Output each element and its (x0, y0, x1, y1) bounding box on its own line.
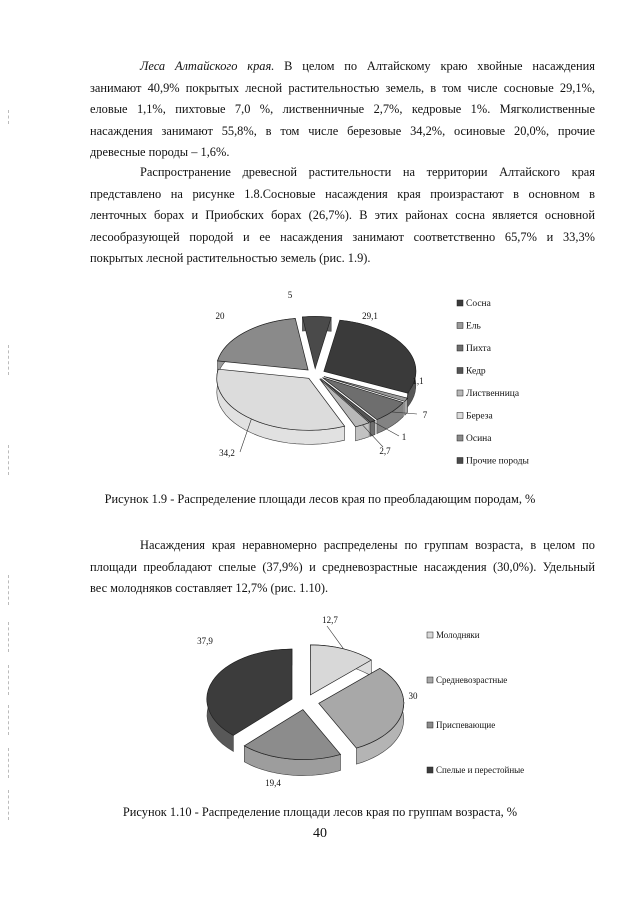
paragraph-line: Распространение древесной растительности на территории Алтайского края (140, 165, 595, 179)
data-label-сосна: 29,1 (362, 311, 378, 321)
scan-margin-mark (8, 665, 17, 695)
data-label-ель: 1,1 (412, 376, 424, 386)
legend-swatch-прочие-породы (457, 458, 463, 464)
legend-swatch-осина (457, 435, 463, 441)
legend-swatch-пихта (457, 345, 463, 351)
legend-swatch-ель (457, 323, 463, 329)
data-label-средневозрастные: 30 (408, 691, 418, 701)
legend-label-приспевающие: Приспевающие (436, 720, 496, 730)
legend-swatch-кедр (457, 368, 463, 374)
legend-label-средневозрастные: Средневозрастные (436, 675, 508, 685)
legend-swatch-спелые-и-перестойные (427, 767, 433, 773)
pie-chart-age-groups (185, 610, 545, 800)
paragraph-line: ленточных борах и Приобских борах (26,7%). В этих районах сосна является основной (90, 208, 595, 222)
legend-swatch-береза (457, 413, 463, 419)
page-number: 40 (313, 826, 327, 841)
section-heading-inline: Леса Алтайского края. (140, 59, 275, 73)
pie-slice-спелые-и-перестойные (207, 649, 292, 735)
legend-label-спелые-и-перестойные: Спелые и перестойные (436, 765, 525, 775)
data-label-осина: 20 (215, 311, 225, 321)
paragraph-line: вес молодняков составляет 12,7% (рис. 1.10). (90, 581, 329, 595)
paragraph-distribution (90, 162, 595, 270)
scan-margin-mark (8, 705, 17, 735)
scan-margin-mark (8, 748, 17, 778)
scan-margin-mark (8, 575, 17, 605)
data-label-пихта: 7 (422, 410, 428, 420)
paragraph-line: площади преобладают спелые (37,9%) и средневозрастные насаждения (30,0%). Удельный (90, 559, 595, 574)
legend-swatch-средневозрастные (427, 677, 433, 683)
scan-margin-mark (8, 445, 17, 475)
legend-swatch-молодняки (427, 632, 433, 638)
data-label-береза: 34,2 (219, 448, 235, 458)
legend-label-осина: Осина (466, 434, 492, 444)
paragraph-age-groups (90, 535, 595, 600)
figure-caption-1-10: Рисунок 1.10 - Распределение площади лесов края по группам возраста, % (122, 805, 518, 819)
paragraph-line: насаждения занимают 55,8%, в том числе березовые 34,2%, осиновые 20,0%, прочие (90, 123, 595, 138)
legend-label-береза: Береза (466, 411, 493, 422)
legend-label-сосна: Сосна (466, 299, 491, 309)
scan-margin-mark (8, 622, 17, 652)
legend-label-лиственница: Лиственница (466, 389, 520, 399)
figure-caption-1-9: Рисунок 1.9 - Распределение площади лесов края по преобладающим породам, % (104, 492, 536, 506)
legend-label-кедр: Кедр (466, 366, 486, 377)
paragraph-line: Леса Алтайского края. В целом по Алтайскому краю хвойные насаждения (140, 59, 595, 73)
leader-line (327, 626, 344, 649)
data-label-молодняки: 12,7 (322, 615, 338, 625)
paragraph-line: покрытых лесной растительностью земель (рис. 1.9). (90, 251, 371, 265)
legend-swatch-приспевающие (427, 722, 433, 728)
paragraph-line: занимают 40,9% покрытых лесной растительностью земель, в том числе сосновые 29,1%, (90, 80, 595, 95)
scan-margin-mark (8, 345, 17, 375)
legend-label-молодняки: Молодняки (436, 630, 480, 640)
paragraph-line: еловые 1,1%, пихтовые 7,0 %, лиственничные 2,7%, кедровые 1%. Мягколиственные (90, 102, 595, 116)
legend-label-пихта: Пихта (466, 344, 491, 354)
legend-swatch-сосна (457, 300, 463, 306)
data-label-приспевающие: 19,4 (265, 778, 281, 788)
data-label-лиственница: 2,7 (379, 446, 391, 456)
pie-slice-осина (218, 319, 309, 371)
legend-swatch-лиственница (457, 390, 463, 396)
paragraph-line: лесообразующей породой и ее насаждения занимают соответственно 65,7% и 33,3% (90, 229, 595, 244)
pie-chart-species (185, 284, 555, 474)
scan-margin-mark (8, 110, 17, 124)
paragraph-line: представлено на рисунке 1.8.Сосновые насаждения края произрастают в основном в (90, 186, 595, 201)
paragraph-forests-altai (90, 56, 595, 164)
legend-label-прочие-породы: Прочие породы (466, 456, 529, 467)
paragraph-line: древесные породы – 1,6%. (90, 145, 230, 159)
data-label-спелые-и-перестойные: 37,9 (197, 636, 213, 646)
data-label-прочие-породы: 5 (287, 290, 293, 300)
legend-label-ель: Ель (466, 321, 481, 332)
paragraph-line: Насаждения края неравномерно распределены по группам возраста, в целом по (140, 538, 595, 552)
data-label-кедр: 1 (401, 432, 407, 442)
